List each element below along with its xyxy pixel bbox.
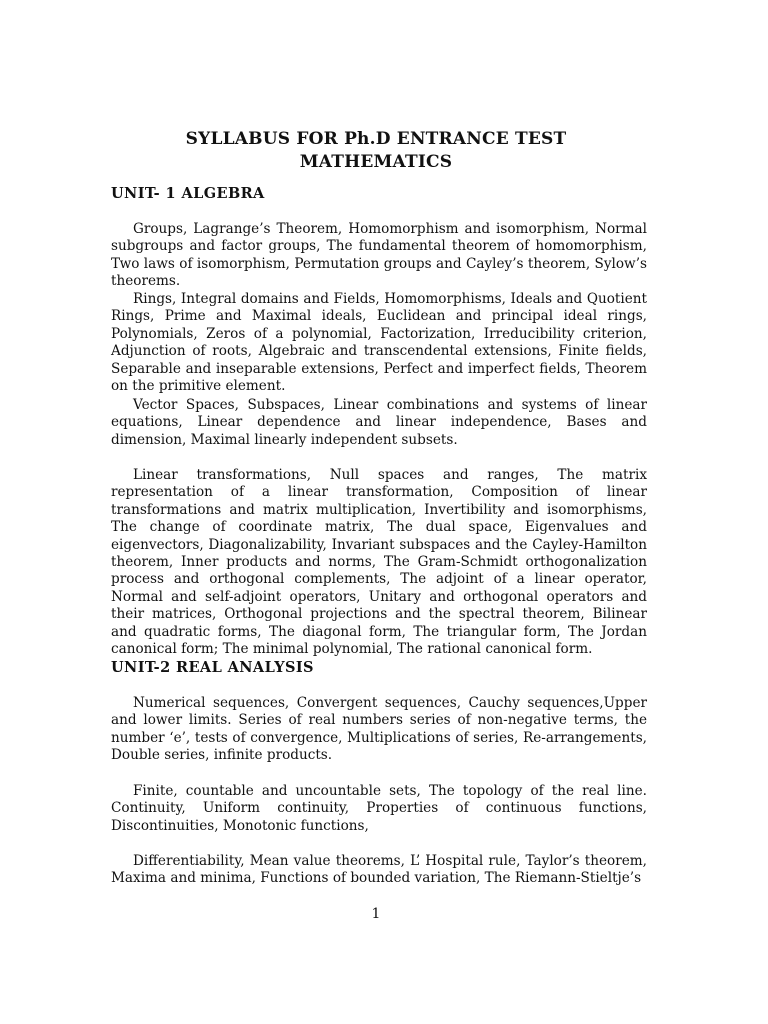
unit-1-paragraph-2: Rings, Integral domains and Fields, Homomorphisms, Ideals and Quotient Rings, Prime and Maximal ideals, Euclidean and principal ideal rings, Polynomials, Zeros of a polynomial, Factorization, Irreducibility criterion, Adjunction of roots, Algebraic and transcendental extensions, Finite fields, Separable and inseparable extensions, Perfect and imperfect fields, Theorem on the primitive element.	[111, 291, 647, 395]
document-title	[111, 128, 641, 174]
unit-1-paragraph-3: Vector Spaces, Subspaces, Linear combinations and systems of linear equations, Linear dependence and linear independence, Bases and dimension, Maximal linearly independent subsets.	[111, 397, 647, 448]
unit-2-heading: UNIT-2 REAL ANALYSIS	[111, 659, 314, 676]
page-number: 1	[371, 906, 381, 922]
unit-1-heading: UNIT- 1 ALGEBRA	[111, 185, 265, 202]
title-line-1: SYLLABUS FOR Ph.D ENTRANCE TEST	[185, 129, 567, 149]
unit-2-paragraph-3: Differentiability, Mean value theorems, L’ Hospital rule, Taylor’s theorem, Maxima and minima, Functions of bounded variation, The Riemann-Stieltje’s	[111, 853, 647, 887]
unit-1-paragraph-4: Linear transformations, Null spaces and ranges, The matrix representation of a linear transformation, Composition of linear transformations and matrix multiplication, Invertibility and isomorphisms, The change of coordinate matrix, The dual space, Eigenvalues and eigenvectors, Diagonalizability, Invariant subspaces and the Cayley-Hamilton theorem, Inner products and norms, The Gram-Schmidt orthogonalization process and orthogonal complements, The adjoint of a linear operator, Normal and self-adjoint operators, Unitary and orthogonal operators and their matrices, Orthogonal projections and the spectral theorem, Bilinear and quadratic forms, The diagonal form, The triangular form, The Jordan canonical form; The minimal polynomial, The rational canonical form.	[111, 467, 647, 658]
unit-2-paragraph-2: Finite, countable and uncountable sets, The topology of the real line. Continuity, Uniform continuity, Properties of continuous functions, Discontinuities, Monotonic functions,	[111, 783, 647, 834]
unit-2-paragraph-1: Numerical sequences, Convergent sequences, Cauchy sequences,Upper and lower limits. Series of real numbers series of non-negative terms, the number ‘e’, tests of convergence, Multiplications of series, Re-arrangements, Double series, infinite products.	[111, 695, 647, 764]
unit-1-paragraph-1: Groups, Lagrange’s Theorem, Homomorphism and isomorphism, Normal subgroups and factor groups, The fundamental theorem of homomorphism, Two laws of isomorphism, Permutation groups and Cayley’s theorem, Sylow’s theorems.	[111, 221, 647, 290]
title-line-2: MATHEMATICS	[299, 152, 453, 172]
